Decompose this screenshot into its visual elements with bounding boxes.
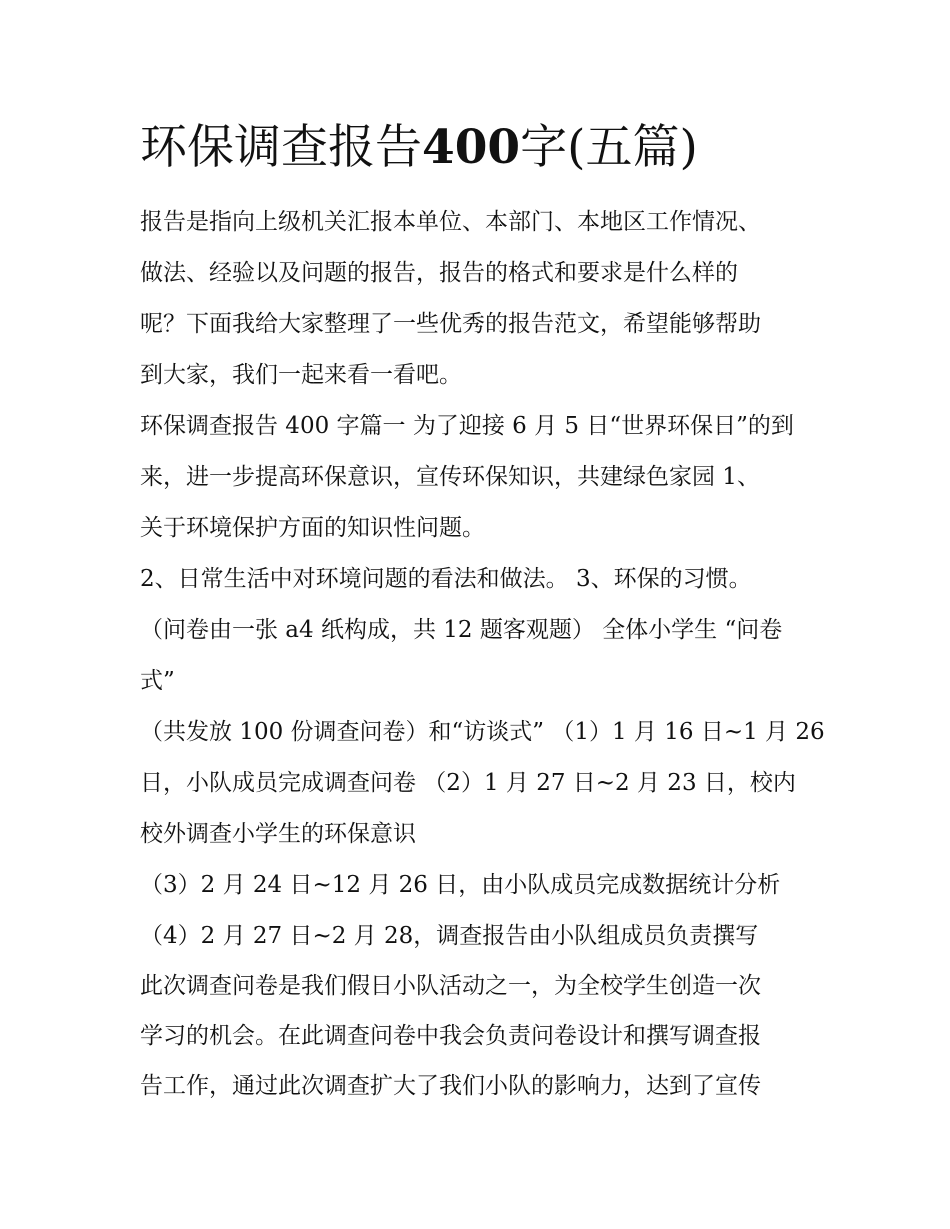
text-line: 式” [140,668,175,694]
document-body [140,197,825,1111]
text-line: 呢？下面我给大家整理了一些优秀的报告范文，希望能够帮助 [140,311,761,337]
text-line: 来，进一步提高环保意识，宣传环保知识，共建绿色家园 1、 [140,464,760,490]
text-line: （3）2 月 24 日~12 月 26 日，由小队成员完成数据统计分析 [140,872,781,898]
text-line: （问卷由一张 a4 纸构成，共 12 题客观题） 全体小学生 “问卷 [140,617,783,643]
text-line: 校外调查小学生的环保意识 [140,821,416,847]
text-line: 环保调查报告 400 字篇一 为了迎接 6 月 5 日“世界环保日”的到 [140,413,794,439]
document-title [140,118,860,178]
text-line: 此次调查问卷是我们假日小队活动之一，为全校学生创造一次 [140,973,761,999]
text-line: 日，小队成员完成调查问卷 （2）1 月 27 日~2 月 23 日，校内 [140,770,796,796]
title-suffix: 字(五篇) [520,120,698,175]
title-number: 400 [422,120,521,175]
text-line: 学习的机会。在此调查问卷中我会负责问卷设计和撰写调查报 [140,1023,761,1049]
text-line: （4）2 月 27 日~2 月 28，调查报告由小队组成员负责撰写 [140,923,759,949]
text-line: 告工作，通过此次调查扩大了我们小队的影响力，达到了宣传 [140,1073,761,1099]
text-line: 关于环境保护方面的知识性问题。 [140,515,485,541]
text-line: 报告是指向上级机关汇报本单位、本部门、本地区工作情况、 [140,209,761,235]
text-line: 做法、经验以及问题的报告，报告的格式和要求是什么样的 [140,260,738,286]
text-line: 到大家，我们一起来看一看吧。 [140,362,462,388]
text-line: （共发放 100 份调查问卷）和“访谈式” （1）1 月 16 日~1 月 26 [140,719,825,745]
title-prefix: 环保调查报告 [140,120,422,175]
text-line: 2、日常生活中对环境问题的看法和做法。 3、环保的习惯。 [140,566,752,592]
